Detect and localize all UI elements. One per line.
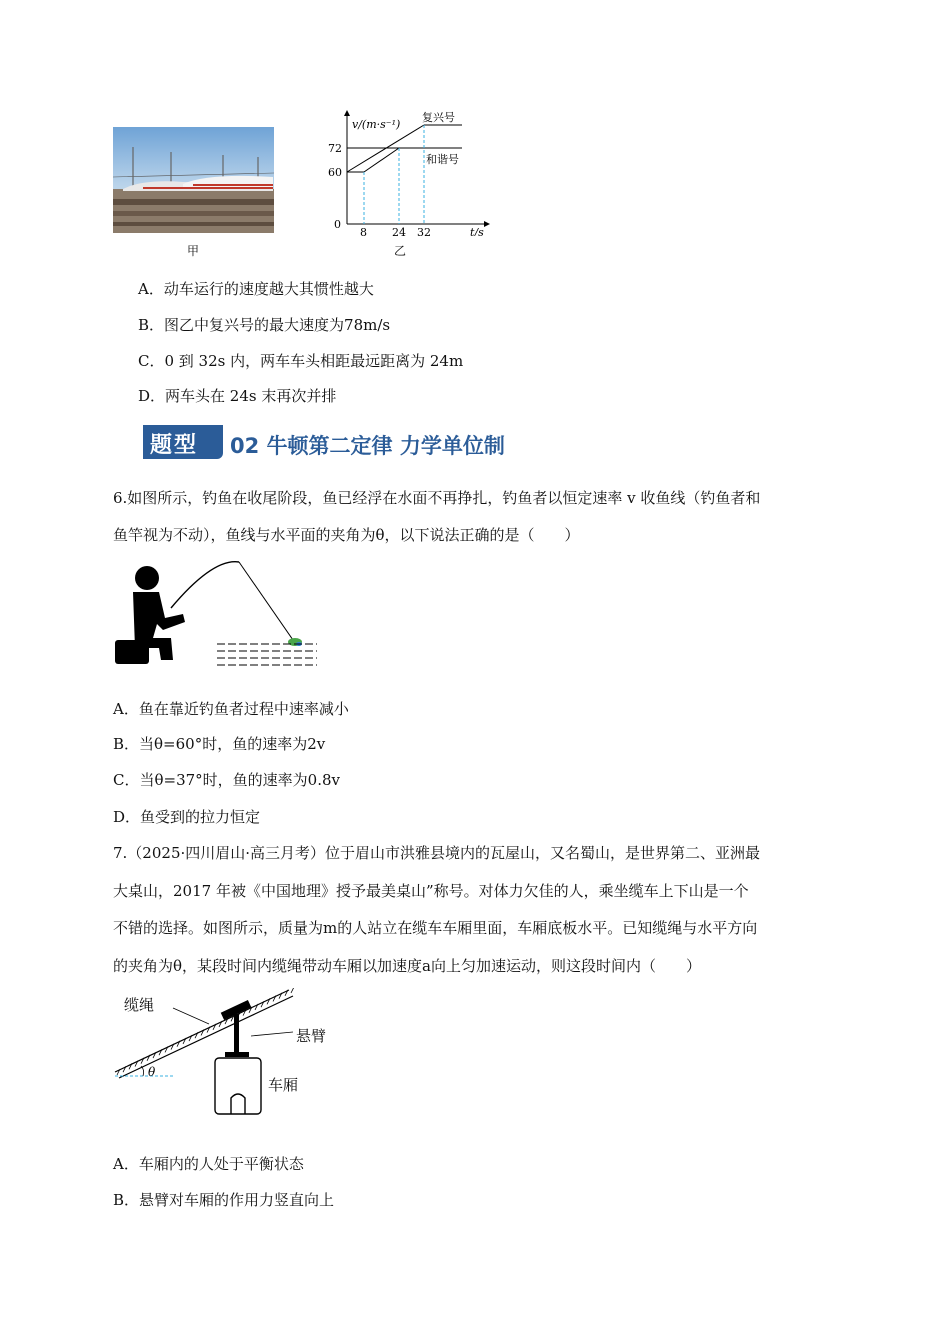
graph-fuxing-label: 复兴号 — [422, 111, 455, 124]
q6-option-c: C．当θ=37°时，鱼的速率为0.8v — [113, 771, 340, 789]
car-label: 车厢 — [268, 1076, 299, 1094]
q7-stem-line3: 不错的选择。如图所示，质量为m的人站立在缆车车厢里面，车厢底板水平。已知缆绳与水平方向 — [113, 919, 758, 937]
q6-option-a: A．鱼在靠近钓鱼者过程中速率减小 — [113, 700, 349, 718]
q7-stem-line2: 大桌山，2017 年被《中国地理》授予最美桌山”称号。对体力欠佳的人，乘坐缆车上下山是一个 — [113, 882, 749, 900]
q6-option-b: B．当θ=60°时，鱼的速率为2v — [113, 735, 326, 753]
q5-option-b: B．图乙中复兴号的最大速度为78m/s — [138, 316, 391, 334]
graph-y-tick-0: 0 — [334, 218, 341, 231]
q6-stem-line2: 鱼竿视为不动），鱼线与水平面的夹角为θ，以下说法正确的是（ ） — [113, 526, 580, 544]
figure-yi-caption: 乙 — [394, 244, 407, 258]
q7-option-b: B．悬臂对车厢的作用力竖直向上 — [113, 1191, 335, 1209]
q5-option-d: D．两车头在 24s 末再次并排 — [138, 387, 337, 405]
graph-y-tick-60: 60 — [328, 166, 342, 179]
section-tag: 题型 — [150, 432, 199, 458]
graph-y-tick-72: 72 — [328, 142, 342, 155]
graph-x-tick-24: 24 — [392, 226, 406, 236]
graph-x-axis-label: t/s — [470, 226, 484, 236]
train-photo — [113, 127, 274, 233]
q5-option-c: C．0 到 32s 内，两车车头相距最远距离为 24m — [138, 352, 464, 370]
cable-hatch-mark — [291, 988, 294, 993]
graph-x-tick-8: 8 — [360, 226, 367, 236]
graph-hexie-label: 和谐号 — [426, 153, 459, 166]
q7-stem-line1: 7.（2025·四川眉山·高三月考）位于眉山市洪雅县境内的瓦屋山，又名蜀山，是世界第二、亚洲最 — [113, 844, 761, 862]
q5-option-a: A．动车运行的速度越大其惯性越大 — [138, 280, 374, 298]
q6-option-d: D．鱼受到的拉力恒定 — [113, 808, 261, 826]
graph-x-tick-32: 32 — [417, 226, 431, 236]
q6-stem-line1: 6.如图所示，钓鱼在收尾阶段，鱼已经浮在水面不再挣扎，钓鱼者以恒定速率 v 收鱼线（钓鱼者和 — [113, 489, 761, 507]
section-title: 02 牛顿第二定律 力学单位制 — [230, 434, 505, 458]
arm-label: 悬臂 — [296, 1027, 327, 1045]
q7-option-a: A．车厢内的人处于平衡状态 — [113, 1155, 304, 1173]
q7-stem-line4: 的夹角为θ，某段时间内缆绳带动车厢以加速度a向上匀加速运动，则这段时间内（ ） — [113, 957, 701, 975]
vt-graph — [322, 108, 492, 236]
graph-y-axis-label: v/(m·s⁻¹) — [352, 118, 401, 131]
figure-jia-caption: 甲 — [187, 244, 200, 258]
cable-label: 缆绳 — [124, 996, 155, 1014]
fishing-figure — [113, 558, 323, 670]
angle-theta-label: θ — [148, 1065, 156, 1079]
